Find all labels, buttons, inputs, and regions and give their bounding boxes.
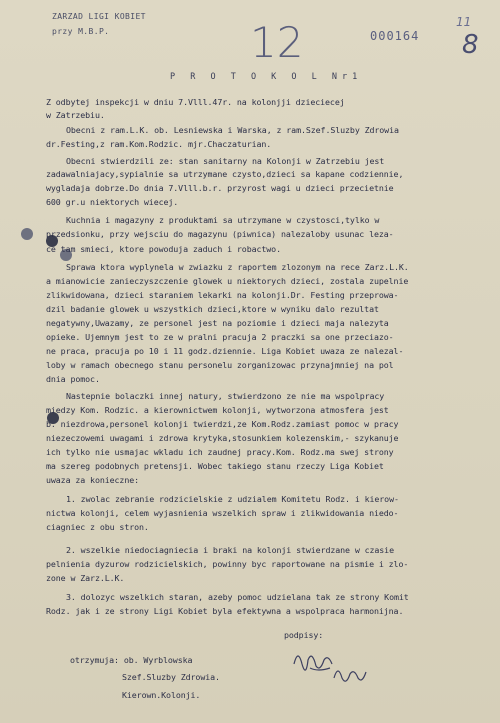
document-number: 000164 xyxy=(370,29,420,43)
body-line: miedzy Kom. Rodzic. a kierownictwem kolonji, wytworzona atmosfera jest xyxy=(46,405,389,415)
body-line: zlikwidowana, dzieci staraniem lekarki na kolonji.Dr. Festing przeprowa- xyxy=(46,290,399,300)
handwritten-signature xyxy=(290,642,390,692)
corner-mark: 11 xyxy=(456,15,472,29)
body-line: Obecni z ram.L.K. ob. Lesniewska i Warska, z ram.Szef.Sluzby Zdrowia xyxy=(66,125,399,135)
body-line: dnia pomoc. xyxy=(46,374,100,384)
stamp-number: 12 xyxy=(250,18,304,67)
recipient-line: Szef.Sluzby Zdrowia. xyxy=(122,672,220,682)
body-line: Sprawa ktora wyplynela w zwiazku z raportem zlozonym na rece Zarz.L.K. xyxy=(66,262,409,272)
body-line: ce tam smieci, ktore powoduja zaduch i robactwo. xyxy=(46,244,281,254)
body-line: wygladaja dobrze.Do dnia 7.Vlll.b.r. przyrost wagi u dzieci przecietnie xyxy=(46,183,394,193)
body-line: ma szereg podobnych pretensji. Wobec takiego stanu rzeczy Liga Kobiet xyxy=(46,461,384,471)
body-line: ciagniec z obu stron. xyxy=(46,522,149,532)
body-line: w Zatrzebiu. xyxy=(46,110,105,120)
body-line: pelnienia dyzurow rodzicielskich, powinny byc raportowane na pismie i zlo- xyxy=(46,559,409,569)
body-line: negatywny,Uwazamy, ze personel jest na poziomie i dzieci maja nalezyta xyxy=(46,318,389,328)
body-line: Obecni stwierdzili ze: stan sanitarny na Kolonji w Zatrzebiu jest xyxy=(66,156,385,166)
signatures-label: podpisy: xyxy=(284,630,324,640)
recipient-line: otrzymuja: ob. Wyrblowska xyxy=(70,655,193,665)
body-line: loby w ramach obecnego stanu personelu zorganizowac przynajmniej na pol xyxy=(46,360,394,370)
body-line: b. niezdrowa,personel kolonji twierdzi,ze Kom.Rodz.zamiast pomoc w pracy xyxy=(46,419,399,429)
body-line: zadawalniajacy,sypialnie sa utrzymane czysto,dzieci sa kapane codziennie, xyxy=(46,169,404,179)
body-line: 600 gr.u niektorych wiecej. xyxy=(46,197,179,207)
body-line: zone w Zarz.L.K. xyxy=(46,573,125,583)
protocol-title: P R O T O K O L Nr1 xyxy=(170,72,363,82)
body-line: 3. dolozyc wszelkich staran, azeby pomoc udzielana tak ze strony Komit xyxy=(66,592,409,602)
body-line: ich tylko nie usmajac wkladu ich zaudnej pracy.Kom. Rodz.ma swej strony xyxy=(46,447,394,457)
body-line: 1. zwolac zebranie rodzicielskie z udzialem Komitetu Rodz. i kierow- xyxy=(66,494,399,504)
body-line: opieke. Ujemnym jest to ze w pralni pracuja 2 praczki sa one przeciazo- xyxy=(46,332,394,342)
body-line: uwaza za konieczne: xyxy=(46,475,140,485)
body-line: Rodz. jak i ze strony Ligi Kobiet byla efektywna a wspolpraca harmonijna. xyxy=(46,606,404,616)
body-line: nictwa kolonji, celem wyjasnienia wszelkich spraw i zlikwidowania niedo- xyxy=(46,508,399,518)
body-line: Z odbytej inspekcji w dniu 7.Vlll.47r. na kolonjji dzieciecej xyxy=(46,97,345,107)
body-line: dr.Festing,z ram.Kom.Rodzic. mjr.Chaczaturian. xyxy=(46,139,272,149)
body-line: 2. wszelkie niedociagniecia i braki na kolonji stwierdzane w czasie xyxy=(66,545,394,555)
body-line: a mianowicie zanieczyszczenie glowek u niektorych dzieci, zostala zupelnie xyxy=(46,276,409,286)
body-line: Kuchnia i magazyny z produktami sa utrzymane w czystosci,tylko w xyxy=(66,215,380,225)
body-line: przedsionku, przy wejsciu do magazynu (piwnica) nalezaloby usunac leza- xyxy=(46,229,394,239)
body-line: ne praca, pracuja po 10 i 11 godz.dziennie. Liga Kobiet uwaza ze nalezal- xyxy=(46,346,404,356)
header-organization: ZARZAD LIGI KOBIET xyxy=(52,12,146,21)
punch-hole xyxy=(21,228,33,240)
body-line: niezeczowemi uwagami i zdrowa krytyka,stosunkiem kolezenskim,- szykanuje xyxy=(46,433,399,443)
body-line: dzil badanie glowek u wszystkich dzieci,ktore w wyniku dalo rezultat xyxy=(46,304,379,314)
recipient-line: Kierown.Kolonji. xyxy=(122,690,201,700)
page-number: 8 xyxy=(462,30,479,60)
body-line: Nastepnie bolaczki innej natury, stwierdzono ze nie ma wspolpracy xyxy=(66,391,385,401)
header-subtitle: przy M.B.P. xyxy=(52,27,110,36)
